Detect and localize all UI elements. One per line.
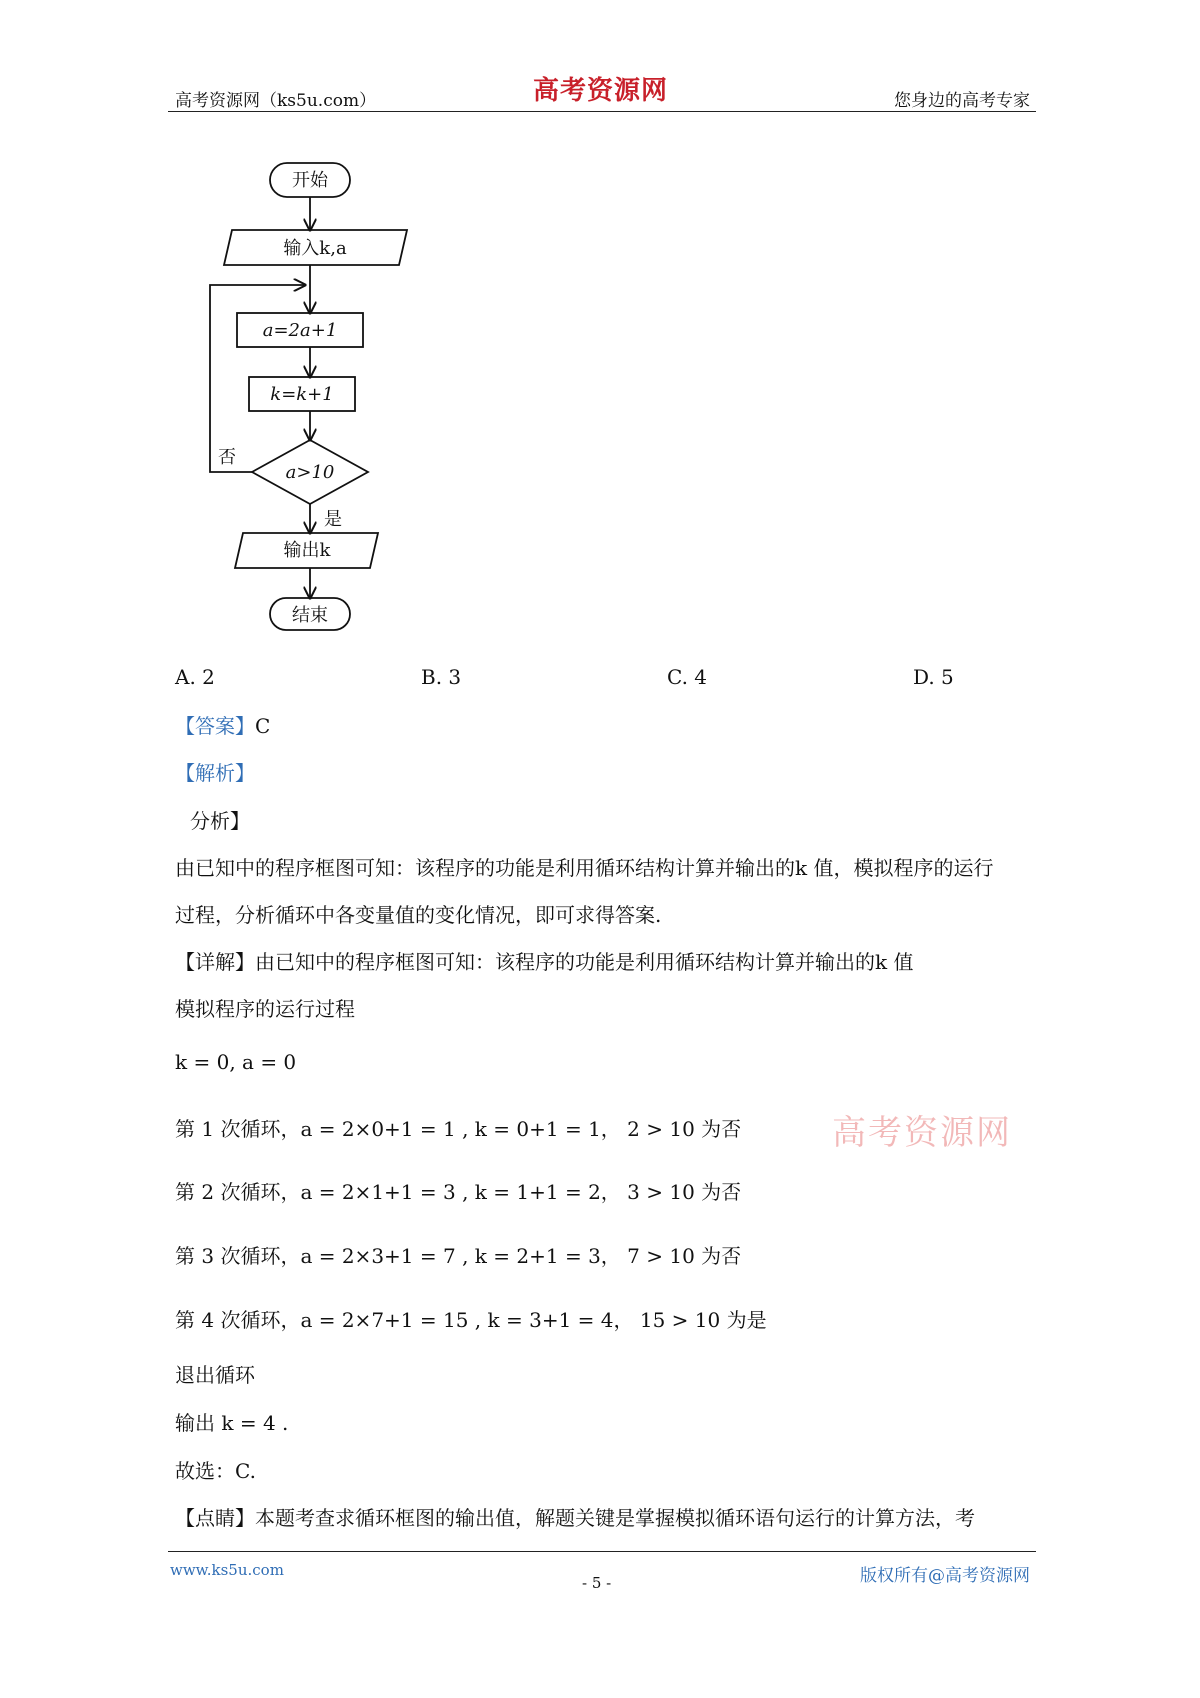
header-left: 高考资源网（ks5u.com） bbox=[175, 91, 377, 111]
watermark: 高考资源网 bbox=[832, 1113, 1012, 1153]
exit-loop: 退出循环 bbox=[175, 1363, 255, 1387]
fenxi-line-2: 过程，分析循环中各变量值的变化情况，即可求得答案. bbox=[175, 903, 662, 927]
footer-right: 版权所有@高考资源网 bbox=[860, 1566, 1030, 1586]
header-rule bbox=[168, 111, 1036, 112]
footer-rule bbox=[168, 1551, 1036, 1552]
option-a: A. 2 bbox=[175, 665, 215, 689]
detail-line-2: 模拟程序的运行过程 bbox=[175, 997, 355, 1021]
output-line: 输出 k = 4 . bbox=[175, 1411, 289, 1435]
choose-line: 故选：C. bbox=[175, 1459, 256, 1483]
footer-left: www.ks5u.com bbox=[170, 1561, 284, 1579]
loop-4: 第 4 次循环，a = 2×7+1 = 15 , k = 3+1 = 4， 15 > 10 为是 bbox=[175, 1308, 767, 1332]
yes-label: 是 bbox=[324, 509, 342, 530]
option-d: D. 5 bbox=[913, 665, 954, 689]
dianjing-line: 【点睛】本题考查求循环框图的输出值，解题关键是掌握模拟循环语句运行的计算方法，考 bbox=[175, 1506, 975, 1530]
header-right: 您身边的高考专家 bbox=[894, 91, 1030, 111]
fenxi-title: 分析】 bbox=[190, 809, 250, 833]
input-label: 输入k,a bbox=[283, 238, 347, 259]
analysis-label: 【解析】 bbox=[175, 761, 255, 785]
output-label: 输出k bbox=[283, 540, 331, 561]
no-label: 否 bbox=[218, 447, 236, 468]
end-label: 结束 bbox=[292, 605, 328, 626]
answer-line bbox=[175, 710, 270, 739]
page-number: - 5 - bbox=[582, 1574, 612, 1592]
option-b: B. 3 bbox=[421, 665, 462, 689]
detail-line-1: 【详解】由已知中的程序框图可知：该程序的功能是利用循环结构计算并输出的k 值 bbox=[175, 950, 914, 974]
header-logo: 高考资源网 bbox=[533, 76, 669, 106]
step2-label: k=k+1 bbox=[270, 384, 334, 405]
loop-2: 第 2 次循环，a = 2×1+1 = 3 , k = 1+1 = 2， 3 > 10 为否 bbox=[175, 1180, 742, 1204]
loop-3: 第 3 次循环，a = 2×3+1 = 7 , k = 2+1 = 3， 7 > 10 为否 bbox=[175, 1244, 742, 1268]
fenxi-line-1: 由已知中的程序框图可知：该程序的功能是利用循环结构计算并输出的k 值，模拟程序的运行 bbox=[175, 856, 994, 880]
start-label: 开始 bbox=[292, 170, 328, 191]
init-values: k = 0, a = 0 bbox=[175, 1050, 297, 1074]
option-c: C. 4 bbox=[667, 665, 708, 689]
loop-1: 第 1 次循环，a = 2×0+1 = 1 , k = 0+1 = 1， 2 > 10 为否 bbox=[175, 1117, 742, 1141]
answer-label: 【答案】 bbox=[175, 714, 255, 738]
step1-label: a=2a+1 bbox=[262, 320, 338, 341]
answer-value: C bbox=[255, 714, 271, 738]
flowchart bbox=[190, 155, 410, 645]
condition-label: a>10 bbox=[285, 462, 335, 483]
